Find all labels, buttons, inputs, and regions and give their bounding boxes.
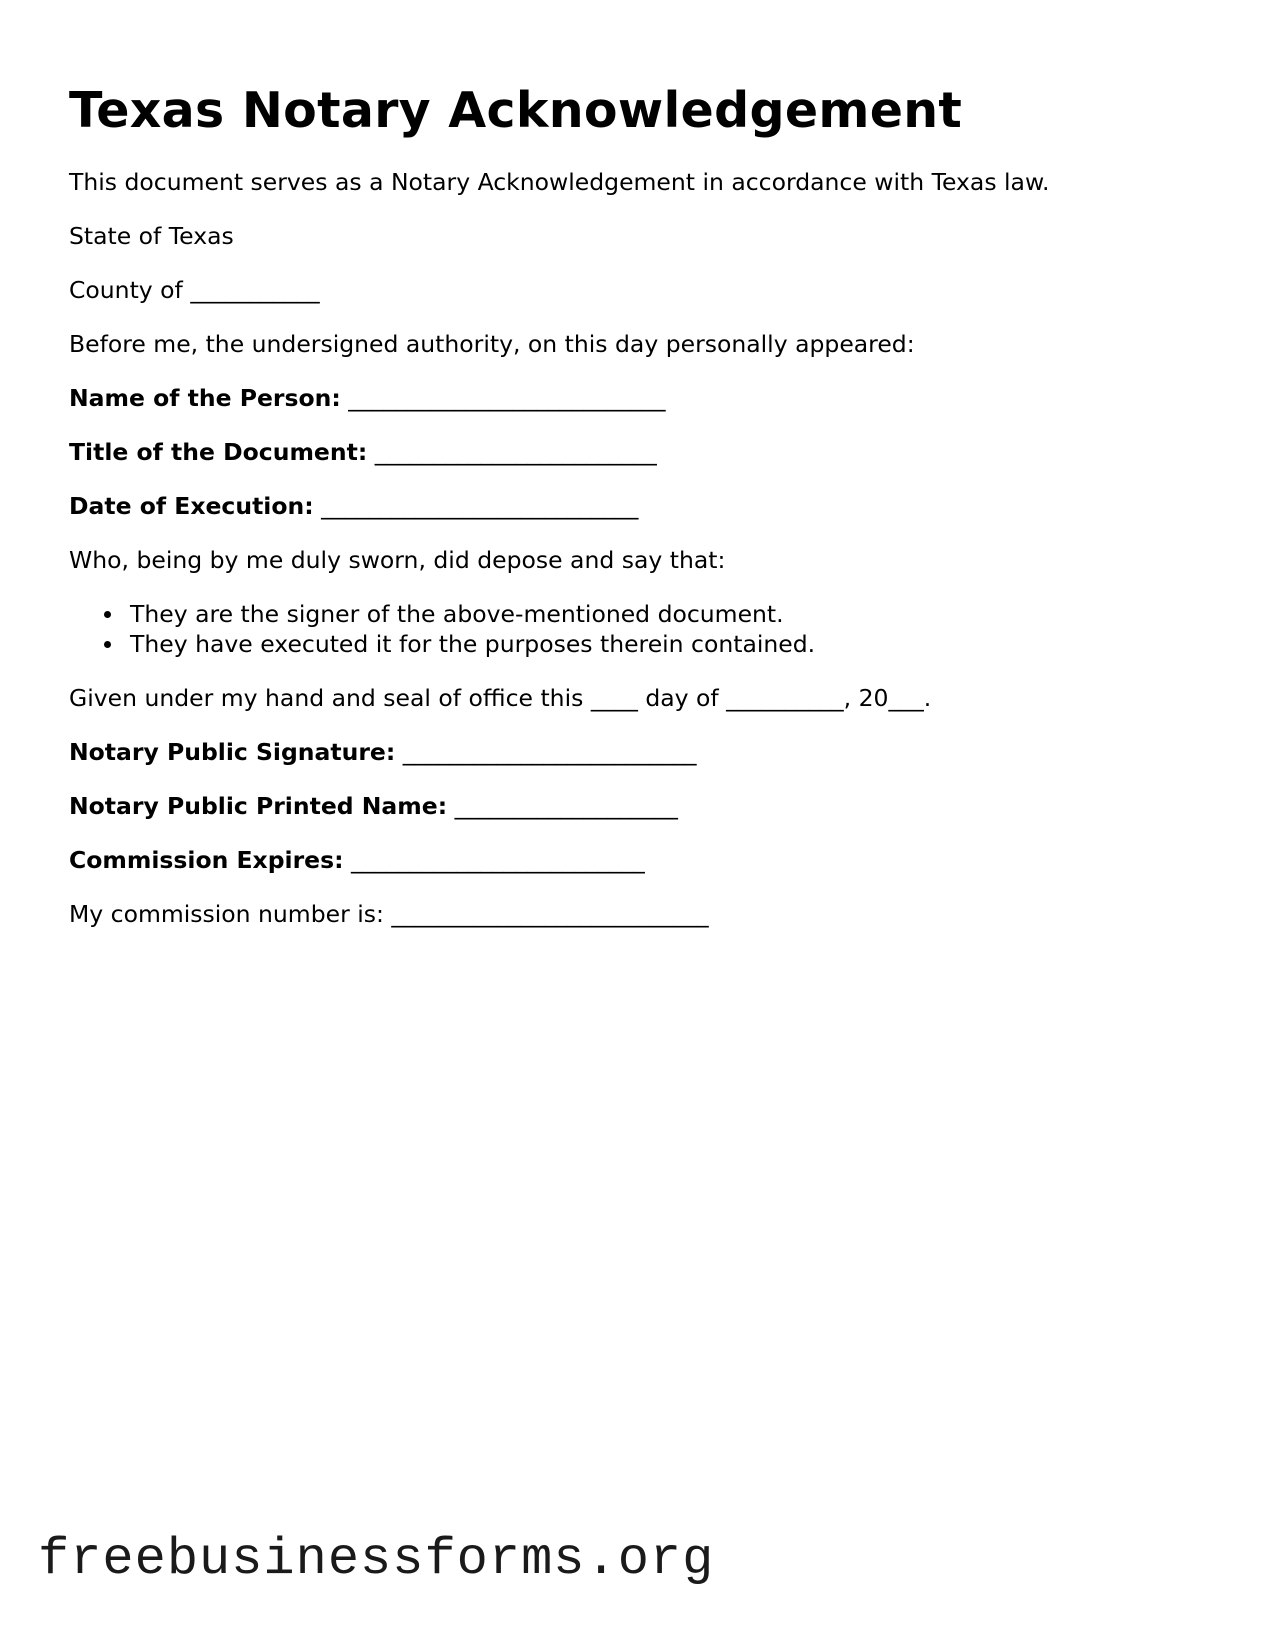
- statement-list: [69, 599, 1219, 659]
- county-blank[interactable]: ___________: [190, 275, 320, 304]
- year-blank[interactable]: ___: [888, 683, 924, 712]
- field-label: Name of the Person:: [69, 383, 341, 412]
- county-label: County of: [69, 275, 183, 304]
- state-line: State of Texas: [69, 221, 234, 250]
- watermark: freebusinessforms.org: [38, 1530, 715, 1589]
- list-item: [130, 629, 1219, 659]
- appeared-line: Before me, the undersigned authority, on this day personally appeared:: [69, 329, 915, 358]
- commission-number-line: [69, 899, 1219, 929]
- field-title-of-document: [69, 437, 1219, 467]
- day-of-text: day of: [645, 683, 719, 712]
- field-label: Notary Public Signature:: [69, 737, 396, 766]
- date-of-execution-blank[interactable]: ___________________________: [321, 491, 639, 520]
- statement-text: They are the signer of the above-mentioned document.: [130, 599, 784, 628]
- title-of-document-blank[interactable]: ________________________: [374, 437, 657, 466]
- commission-number-blank[interactable]: ___________________________: [391, 899, 709, 928]
- notary-signature-blank[interactable]: _________________________: [402, 737, 697, 766]
- field-label: Date of Execution:: [69, 491, 314, 520]
- year-prefix: , 20: [843, 683, 889, 712]
- intro-paragraph: This document serves as a Notary Acknowledgement in accordance with Texas law.: [69, 167, 1050, 196]
- field-date-of-execution: [69, 491, 1219, 521]
- bullet-icon: [104, 611, 111, 618]
- sworn-line: Who, being by me duly sworn, did depose and say that:: [69, 545, 726, 574]
- commission-number-label: My commission number is:: [69, 899, 384, 928]
- field-notary-printed-name: [69, 791, 1219, 821]
- bullet-icon: [104, 641, 111, 648]
- field-label: Commission Expires:: [69, 845, 344, 874]
- given-prefix: Given under my hand and seal of office this: [69, 683, 584, 712]
- field-label: Title of the Document:: [69, 437, 368, 466]
- name-of-person-blank[interactable]: ___________________________: [348, 383, 666, 412]
- month-blank[interactable]: __________: [726, 683, 844, 712]
- field-name-of-person: [69, 383, 1219, 413]
- field-commission-expires: [69, 845, 1219, 875]
- list-item: [130, 599, 1219, 629]
- document-page: [69, 82, 1219, 953]
- notary-printed-name-blank[interactable]: ___________________: [454, 791, 678, 820]
- given-suffix: .: [923, 683, 932, 712]
- commission-expires-blank[interactable]: _________________________: [351, 845, 645, 874]
- page-title: Texas Notary Acknowledgement: [69, 82, 963, 139]
- day-blank[interactable]: ____: [590, 683, 638, 712]
- field-notary-signature: [69, 737, 1219, 767]
- statement-text: They have executed it for the purposes therein contained.: [130, 629, 816, 658]
- given-under-hand-line: [69, 683, 1219, 713]
- field-label: Notary Public Printed Name:: [69, 791, 448, 820]
- county-line: [69, 275, 1219, 305]
